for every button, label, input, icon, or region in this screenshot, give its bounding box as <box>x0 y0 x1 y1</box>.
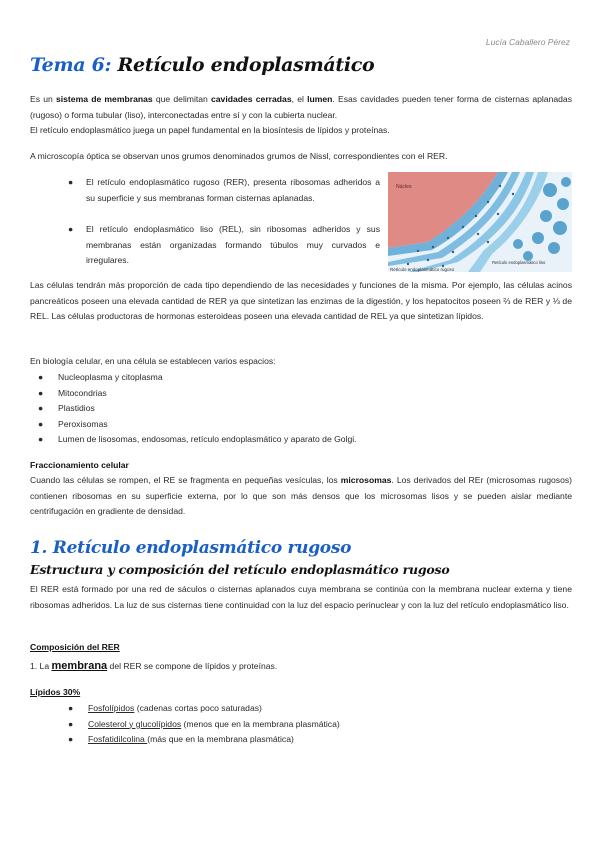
intro-bold-lumen: lumen <box>307 94 333 104</box>
bullet-dot: ● <box>38 372 44 382</box>
bullet-rer-text: El retículo endoplasmático rugoso (RER), presenta ribosomas adheridos a su superficie y sus membranas forman cisternas aplanadas. <box>86 177 380 203</box>
list-item-text: Plastidios <box>58 403 95 413</box>
nissl-paragraph: A microscopía óptica se observan unos grumos denominados grumos de Nissl, correspondientes con el RER. <box>30 151 448 161</box>
page-title <box>30 54 374 76</box>
lipidos-list <box>60 701 340 748</box>
fraccionamiento-paragraph <box>30 473 572 520</box>
list-item <box>60 701 340 717</box>
list-item-text: Nucleoplasma y citoplasma <box>58 372 163 382</box>
lipidos-heading <box>30 685 572 701</box>
intro-text: que delimitan <box>152 94 211 104</box>
list-item <box>30 432 357 448</box>
lipid-term: Colesterol y glucolípidos <box>88 718 182 729</box>
lipid-desc: (más que en la membrana plasmática) <box>147 734 294 744</box>
section-heading-rer: 1. Retículo endoplasmático rugoso <box>30 538 352 558</box>
list-item <box>60 732 340 748</box>
bullet-dot: ● <box>38 403 44 413</box>
fraccionamiento-bold-microsomas: microsomas <box>340 475 392 485</box>
bullet-dot: ● <box>68 718 74 729</box>
er-diagram-image <box>388 172 572 272</box>
list-item-text: Peroxisomas <box>58 418 108 429</box>
spaces-list <box>30 370 357 448</box>
bullet-rel <box>68 222 380 269</box>
bullet-dot: ● <box>38 418 44 429</box>
list-item <box>60 717 340 733</box>
intro-bold-cavidades: cavidades cerradas <box>211 94 292 104</box>
bullet-dot: ● <box>68 177 74 187</box>
list-item <box>30 417 357 433</box>
composicion-line <box>30 659 572 675</box>
label-rel: Retículo endoplasmático liso <box>492 260 546 265</box>
cells-paragraph: Las células tendrán más proporción de cada tipo dependiendo de las necesidades y funciones de la misma. Por ejemplo, las células acinos pancreáticos poseen una elevada cantidad de RER ya que sintetizan las enzimas de la digestión, y los hepatocitos poseen ⅔ de RER y ⅓ de REL. Las células productoras de hormonas esteroideas poseen una elevada cantidad de REL ya que sintetizan lípidos. <box>30 280 572 321</box>
bullet-rer <box>68 175 380 206</box>
composicion-heading <box>30 640 572 656</box>
lipid-term: Fosfolípidos <box>88 703 135 713</box>
section-subheading-estructura: Estructura y composición del retículo endoplasmático rugoso <box>30 562 450 577</box>
bullet-rel-text: El retículo endoplasmático liso (REL), sin ribosomas adheridos y sus membranas están organizadas formando túbulos muy curvados e irregulares. <box>86 224 380 265</box>
list-item-text: Lumen de lisosomas, endosomas, retículo endoplasmático y aparato de Golgi. <box>58 434 357 444</box>
bullet-dot: ● <box>68 703 74 713</box>
rer-structure-paragraph: El RER está formado por una red de sáculos o cisternas aplanados cuya membrana se continúa con la membrana nuclear externa y tiene ribosomas adheridos. La luz de sus cisternas tiene continuidad con la luz del espacio perinuclear y con la luz del retículo endoplasmático liso. <box>30 584 572 610</box>
composicion-bold-membrana: membrana <box>51 660 108 672</box>
fraccionamiento-text: Cuando las células se rompen, el RE se fragmenta en pequeñas vesículas, los <box>30 475 341 485</box>
fraccionamiento-heading: Fraccionamiento celular <box>30 460 129 470</box>
lipid-desc: (menos que en la membrana plasmática) <box>181 718 340 729</box>
composicion-text: del RER se compone de lípidos y proteínas. <box>107 661 278 671</box>
lipidos-heading-text: Lípidos 30% <box>30 687 81 697</box>
lipid-term: Fosfatidilcolina <box>88 734 148 744</box>
list-item <box>30 401 357 417</box>
bullet-dot: ● <box>68 734 74 744</box>
spaces-intro: En biología celular, en una célula se establecen varios espacios: <box>30 356 276 366</box>
lipid-desc: (cadenas cortas poco saturadas) <box>134 703 262 713</box>
intro-text: , el <box>291 94 308 104</box>
composicion-heading-text: Composición del RER <box>30 642 120 652</box>
bullet-dot: ● <box>38 434 44 444</box>
title-name: Retículo endoplasmático <box>117 54 375 76</box>
label-rer: Retículo endoplasmático rugoso <box>390 267 455 272</box>
label-nucleus: Núcleo <box>396 184 412 190</box>
intro-text: . Esas cavidades pueden tener forma de cisternas aplanadas (rugoso) o forma tubular (liso), interconectadas entre sí y con la cubierta nuclear. <box>30 94 572 120</box>
title-number: Tema 6: <box>30 54 112 76</box>
author-name: Lucía Caballero Pérez <box>485 37 570 47</box>
intro-bold-sistema: sistema de membranas <box>55 94 153 104</box>
intro-text: Es un <box>30 94 56 104</box>
intro-text-biosintesis: El retículo endoplasmático juega un papel fundamental en la biosíntesis de lípidos y proteínas. <box>30 125 390 135</box>
composicion-text: 1. La <box>30 661 52 671</box>
fraccionamiento-text: . Los derivados del REr (microsomas rugosos) contienen ribosomas en su superficie externa, por lo que son más densos que los microsomas lisos y se pueden aislar mediante centrifugación en gradiente de densidad. <box>30 475 573 516</box>
intro-paragraph <box>30 92 572 139</box>
bullet-dot: ● <box>68 224 74 234</box>
list-item <box>30 386 357 402</box>
bullet-dot: ● <box>38 387 44 398</box>
list-item-text: Mitocondrias <box>58 387 107 398</box>
list-item <box>30 370 357 386</box>
